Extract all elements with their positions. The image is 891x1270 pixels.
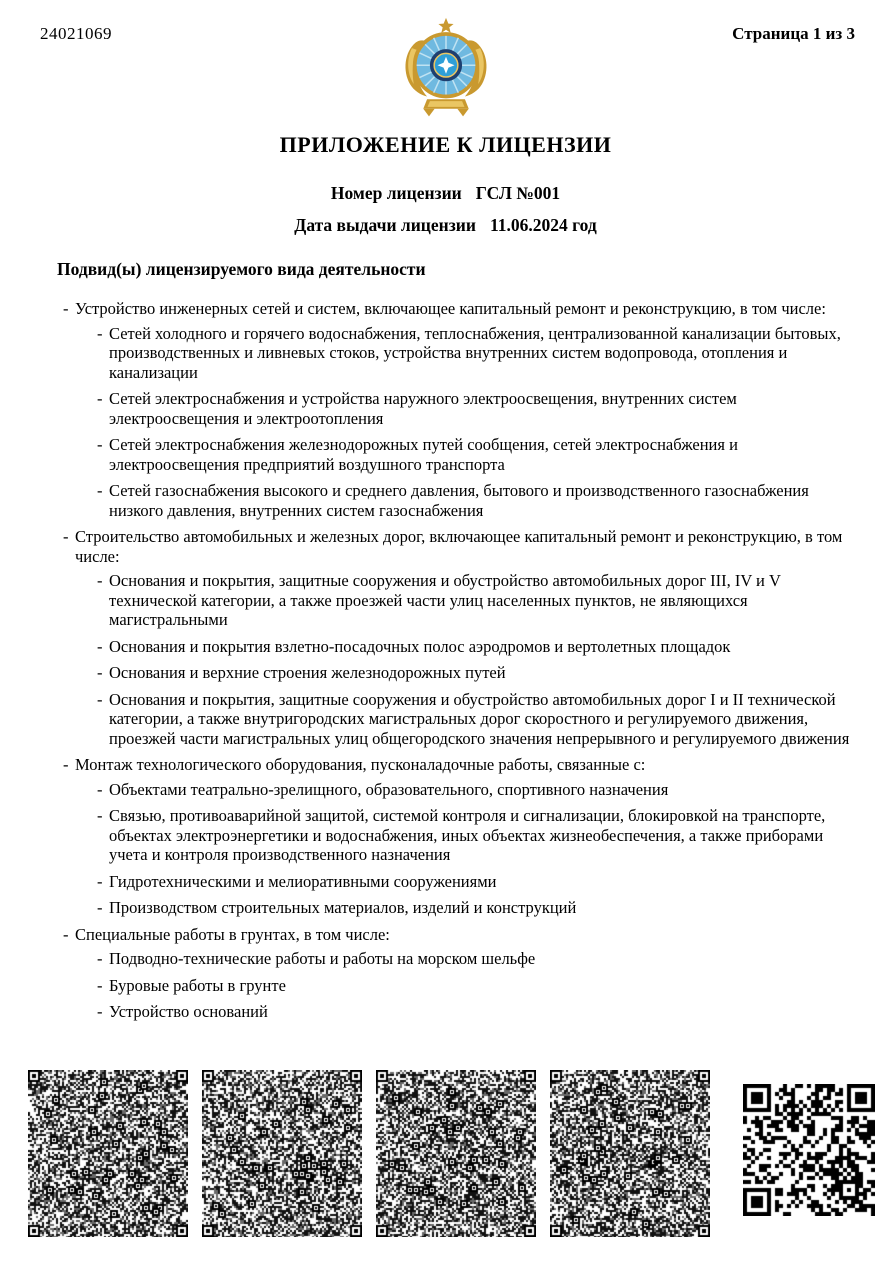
datamatrix-barcode-2 — [202, 1070, 362, 1237]
activity-item: - Устройство инженерных сетей и систем, включающее капитальный ремонт и реконструкцию, в том числе: — [63, 299, 867, 319]
activity-subitem: - Основания и покрытия, защитные сооружения и обустройство автомобильных дорог I и II технической категории, а также внутригородских магистральных дорог скоростного и регулируемого движения, проезжей части магистральных улиц общегородского значения непрерывного и регулируемого движения — [97, 690, 865, 749]
activity-sublist — [97, 324, 891, 521]
datamatrix-barcode-3 — [376, 1070, 536, 1237]
license-date-line — [0, 215, 891, 236]
activity-subitem: - Сетей электроснабжения железнодорожных путей сообщения, сетей электроснабжения и электроосвещения предприятий воздушного транспорта — [97, 435, 865, 474]
activity-subitem: - Связью, противоаварийной защитой, системой контроля и сигнализации, блокировкой на транспорте, объектах электроэнергетики и водоснабжения, иных объектах жизнеобеспечения, а также приборами учета и контроля производственного назначения — [97, 806, 865, 865]
activity-item: - Монтаж технологического оборудования, пусконаладочные работы, связанные с: — [63, 755, 867, 775]
activity-item: - Строительство автомобильных и железных дорог, включающее капитальный ремонт и реконструкцию, в том числе: — [63, 527, 867, 566]
activity-item: - Специальные работы в грунтах, в том числе: — [63, 925, 867, 945]
activity-subitem: - Буровые работы в грунте — [97, 976, 865, 996]
activity-subitem: - Сетей холодного и горячего водоснабжения, теплоснабжения, централизованной канализации бытовых, производственных и ливневых стоков, устройства внутренних систем водопровода, отопления и канализации — [97, 324, 865, 383]
activity-sublist — [97, 949, 891, 1022]
datamatrix-barcode-4 — [550, 1070, 710, 1237]
license-number-line — [0, 183, 891, 204]
activity-subitem: - Производством строительных материалов, изделий и конструкций — [97, 898, 865, 918]
barcode-row — [28, 1070, 875, 1237]
activity-subitem: - Устройство оснований — [97, 1002, 865, 1022]
activity-subitem: - Основания и покрытия, защитные сооружения и обустройство автомобильных дорог III, IV и V технической категории, а также проезжей части улиц населенных пунктов, не являющихся магистральными — [97, 571, 865, 630]
activity-subitem: - Подводно-технические работы и работы на морском шельфе — [97, 949, 865, 969]
qr-code — [743, 1084, 875, 1216]
document-number: 24021069 — [40, 24, 112, 43]
activity-sublist — [97, 571, 891, 748]
page-indicator: Страница 1 из 3 — [732, 24, 855, 43]
activity-sublist — [97, 780, 891, 918]
license-number-value: ГСЛ №001 — [475, 183, 561, 203]
license-date-value: 11.06.2024 год — [489, 215, 597, 235]
section-heading: Подвид(ы) лицензируемого вида деятельности — [57, 259, 426, 279]
kazakhstan-emblem-icon — [398, 16, 494, 122]
datamatrix-barcode-1 — [28, 1070, 188, 1237]
license-date-label: Дата выдачи лицензии — [294, 215, 476, 235]
activity-subitem: - Основания и покрытия взлетно-посадочных полос аэродромов и вертолетных площадок — [97, 637, 865, 657]
activities-list — [63, 299, 891, 1022]
page-title: ПРИЛОЖЕНИЕ К ЛИЦЕНЗИИ — [279, 132, 612, 157]
activity-subitem: - Сетей электроснабжения и устройства наружного электроосвещения, внутренних систем электроосвещения и электроотопления — [97, 389, 865, 428]
activity-subitem: - Объектами театрально-зрелищного, образовательного, спортивного назначения — [97, 780, 865, 800]
license-number-label: Номер лицензии — [330, 183, 462, 203]
activity-subitem: - Сетей газоснабжения высокого и среднего давления, бытового и производственного газоснабжения низкого давления, внутренних систем газоснабжения — [97, 481, 865, 520]
activity-subitem: - Гидротехническими и мелиоративными сооружениями — [97, 872, 865, 892]
activity-subitem: - Основания и верхние строения железнодорожных путей — [97, 663, 865, 683]
